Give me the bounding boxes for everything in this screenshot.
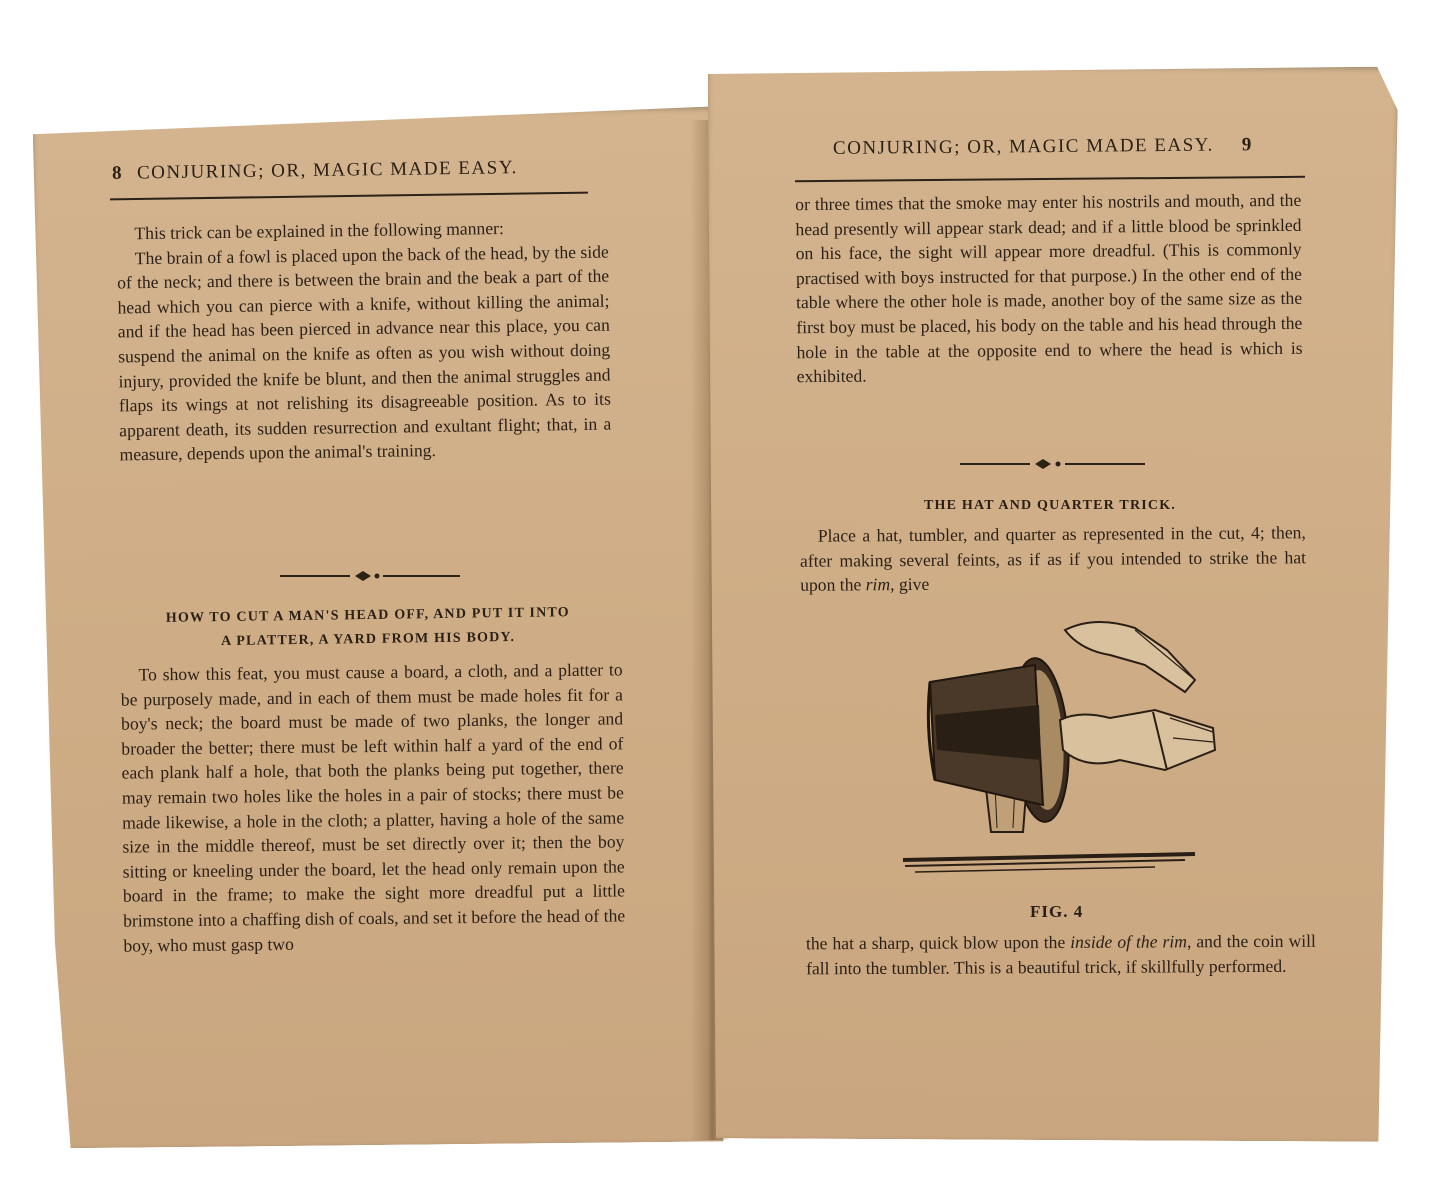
right-closing-text bbox=[806, 929, 1316, 981]
right-ornament-divider bbox=[955, 456, 1150, 472]
right-closing-text-italic: inside of the rim bbox=[1070, 931, 1187, 952]
upper-hand bbox=[1065, 622, 1195, 692]
ground-shadow bbox=[903, 854, 1195, 872]
right-section-intro-text: Place a hat, tumbler, and quarter as represented in the cut, 4; then, after making several feints, as if as if you intended to strike the hat upon the bbox=[799, 522, 1307, 595]
left-running-title: CONJURING; OR, MAGIC MADE EASY. bbox=[136, 157, 518, 184]
left-section-heading-line-1: HOW TO CUT A MAN'S HEAD OFF, AND PUT IT INTO bbox=[165, 605, 570, 626]
left-intro-text bbox=[116, 215, 611, 468]
left-intro-paragraph-2: The brain of a fowl is placed upon the back of the head, by the side of the neck; and there is between the brain and the beak a part of the head which you can pierce with a knife, without killing the animal; and if the head has been pierced in advance near this place, you can suspend the animal on the knife as often as you wish without doing injury, provided the knife be blunt, and then the animal struggles and flaps its wings at not relishing its disagreeable position. As to its apparent death, its sudden resurrection and exultant flight; that, in a measure, depends upon the animal's training. bbox=[117, 241, 612, 465]
right-running-head bbox=[833, 134, 1267, 160]
right-continued-text bbox=[795, 188, 1303, 389]
left-intro-paragraph-1: This trick can be explained in the following manner: bbox=[134, 218, 504, 244]
right-section-heading: THE HAT AND QUARTER TRICK. bbox=[923, 498, 1177, 513]
left-section-body bbox=[120, 657, 625, 957]
right-section-intro bbox=[800, 520, 1307, 597]
right-continued-paragraph: or three times that the smoke may enter his nostrils and mouth, and the head presently will appear stark dead; and if a little blood be sprinkled on his face, the sight will appear more dreadful. (This is commonly practised with boys instructed for that purpose.) In the other end of the table where the other hole is made, another boy of the same size as the first boy must be placed, his body on the table and his head through the hole in the table at the opposite end to where the head is which is exhibited. bbox=[795, 189, 1303, 387]
right-section-intro-italic: rim bbox=[865, 574, 891, 595]
right-page-number: 9 bbox=[1241, 134, 1253, 156]
left-section-paragraph: To show this feat, you must cause a board, a cloth, and a platter to be purposely made, and in each of them must be made holes fit for a boy's neck; the board must be made of two planks, the longer and broader the better; there must be left within half a yard of the end of each plank half a hole, that both the planks being put together, there may remain two holes like the holes in a pair of stocks; there must be made likewise, a hole in the cloth; a platter, having a hole of the same size in the middle thereof, must be set directly over it; then the boy sitting or kneeling under the board, let the head only remain upon the board in the frame; to make the sight more dreadful put a little brimstone into a chaffing dish of coals, and set it before the head of the boy, who must gasp two bbox=[120, 659, 626, 956]
figure-caption: FIG. 4 bbox=[1030, 902, 1084, 921]
right-running-title: CONJURING; OR, MAGIC MADE EASY. bbox=[832, 134, 1214, 159]
right-section-intro-end: , give bbox=[890, 574, 930, 595]
left-ornament-divider bbox=[275, 568, 465, 584]
lower-hand bbox=[1060, 710, 1215, 770]
left-section-heading bbox=[118, 601, 619, 656]
left-page-number: 8 bbox=[111, 162, 124, 184]
right-closing-text-b: , and the coin will fall into the tumbler. This is a beautiful trick, if skillfully performed. bbox=[806, 930, 1316, 978]
right-closing-text-a: the hat a sharp, quick blow upon the bbox=[805, 931, 1066, 954]
left-section-heading-line-2: A PLATTER, A YARD FROM HIS BODY. bbox=[221, 629, 516, 650]
figure-4-illustration bbox=[895, 610, 1225, 890]
